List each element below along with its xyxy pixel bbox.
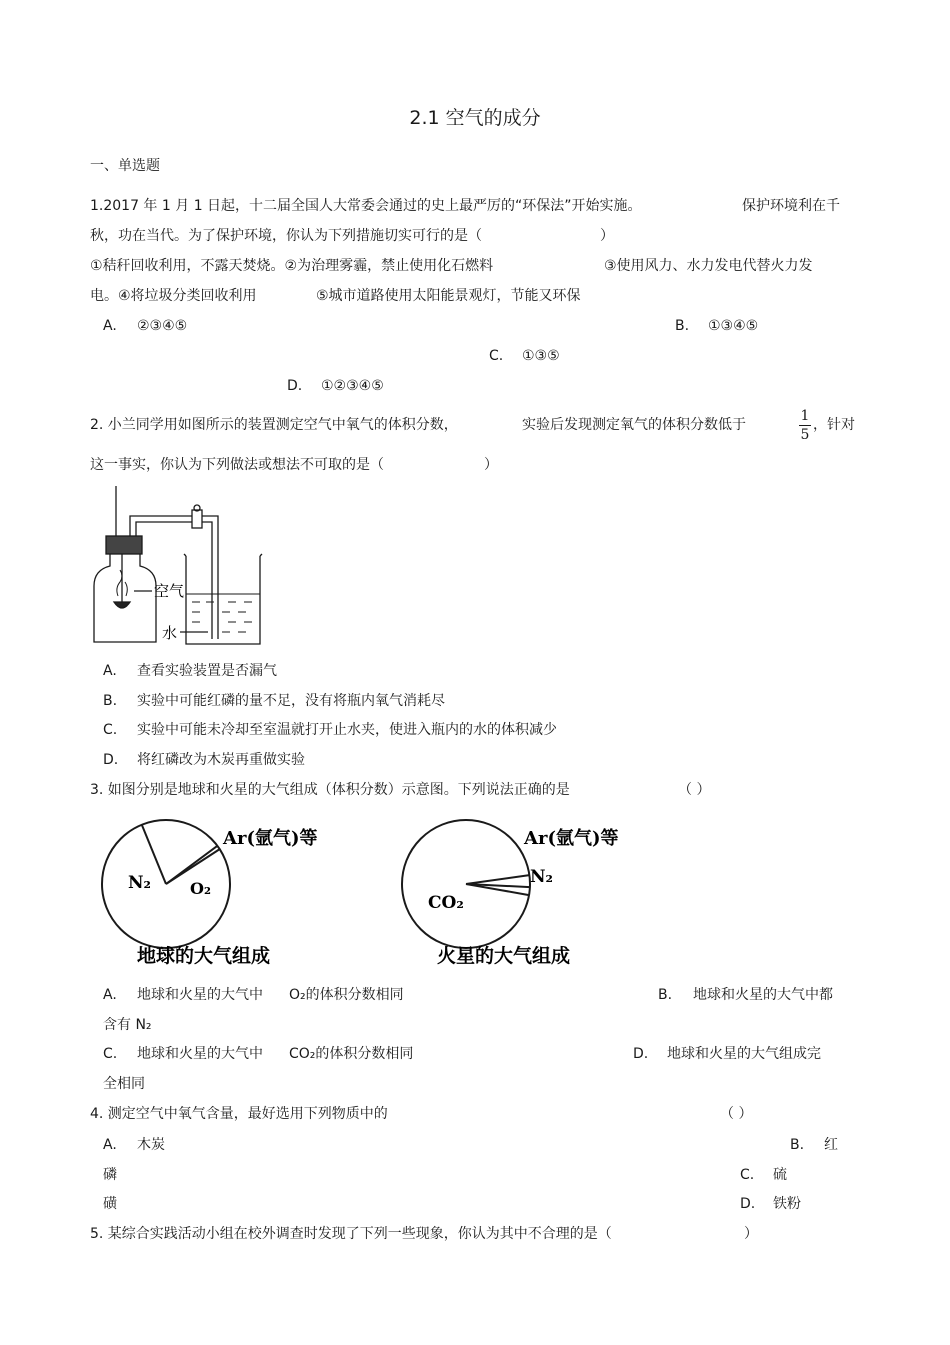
- beaker: [186, 556, 260, 644]
- q4-line1a: 4. 测定空气中氧气含量，最好选用下列物质中的: [90, 1106, 388, 1122]
- q1-line3b: ③使用风力、水力发电代替火力发: [604, 258, 813, 274]
- label-air: 空气: [154, 582, 185, 600]
- label-water: 水: [162, 624, 178, 642]
- mars-caption: 火星的大气组成: [437, 945, 571, 967]
- q2-line1c: ，针对: [813, 417, 855, 433]
- q1-line1b: 保护环境利在千: [742, 198, 840, 214]
- q2-option-a-letter[interactable]: A.: [103, 663, 117, 679]
- fraction-bar: [799, 425, 811, 426]
- q4-option-c-cont: 磺: [103, 1196, 117, 1212]
- q3-option-a-text: 地球和火星的大气中: [137, 987, 263, 1003]
- mars-label-ar: Ar(氩气)等: [524, 828, 619, 849]
- q3-option-c-letter[interactable]: C.: [103, 1046, 118, 1062]
- water: [186, 594, 260, 632]
- page-title: 2.1 空气的成分: [409, 107, 541, 129]
- q1-option-c-text: ①③⑤: [522, 348, 560, 364]
- q1-line4a: 电。④将垃圾分类回收利用: [90, 288, 257, 304]
- q1-line2a: 秋，功在当代。为了保护环境，你认为下列措施切实可行的是（: [90, 228, 482, 244]
- q2-line2b: ）: [484, 457, 498, 473]
- stopper: [106, 536, 142, 554]
- q1-line2b: ）: [600, 228, 614, 244]
- fraction-one-fifth: [797, 408, 813, 443]
- q1-option-c-letter[interactable]: C.: [489, 348, 504, 364]
- earth-pie-chart: [90, 812, 350, 974]
- mars-pie-chart: [390, 812, 650, 974]
- q5-line1b: ）: [744, 1226, 758, 1242]
- q4-option-a-text: 木炭: [137, 1137, 165, 1153]
- q3-option-d-letter[interactable]: D.: [633, 1046, 649, 1062]
- q3-option-b-text: 地球和火星的大气中都: [693, 987, 833, 1003]
- smoke: [117, 570, 122, 596]
- q5-line1a: 5. 某综合实践活动小组在校外调查时发现了下列一些现象，你认为其中不合理的是（: [90, 1226, 612, 1242]
- q2-line1a: 2. 小兰同学用如图所示的装置测定空气中氧气的体积分数，: [90, 417, 458, 433]
- q2-line2a: 这一事实，你认为下列做法或想法不可取的是（: [90, 457, 384, 473]
- q4-line1b: （ ）: [720, 1106, 753, 1122]
- q2-option-a-text: 查看实验装置是否漏气: [137, 663, 277, 679]
- q2-option-c-letter[interactable]: C.: [103, 722, 118, 738]
- q2-option-c-text: 实验中可能未冷却至室温就打开止水夹，使进入瓶内的水的体积减少: [137, 722, 557, 738]
- combustion-spoon: [114, 602, 130, 608]
- q3-option-c-text2: CO₂的体积分数相同: [289, 1046, 414, 1062]
- q4-option-d-letter[interactable]: D.: [740, 1196, 756, 1212]
- q3-option-d-cont: 全相同: [103, 1076, 145, 1092]
- q1-line3a: ①秸秆回收利用，不露天焚烧。②为治理雾霾，禁止使用化石燃料: [90, 258, 494, 274]
- q2-option-b-letter[interactable]: B.: [103, 693, 118, 709]
- smoke-2: [125, 582, 127, 596]
- q3-line1a: 3. 如图分别是地球和火星的大气组成（体积分数）示意图。下列说法正确的是: [90, 782, 570, 798]
- glass-tube: [130, 516, 218, 639]
- q2-line1b: 实验后发现测定氧气的体积分数低于: [522, 417, 746, 433]
- earth-label-n2: N₂: [128, 873, 151, 893]
- apparatus-figure: [88, 484, 268, 649]
- q3-option-c-text: 地球和火星的大气中: [137, 1046, 263, 1062]
- q2-option-d-text: 将红磷改为木炭再重做实验: [137, 752, 305, 768]
- section-heading: 一、单选题: [90, 158, 160, 174]
- q4-option-b-letter[interactable]: B.: [790, 1137, 805, 1153]
- earth-caption: 地球的大气组成: [137, 945, 271, 967]
- q1-option-a-text: ②③④⑤: [137, 318, 188, 334]
- mars-label-co2: CO₂: [428, 893, 464, 913]
- mars-label-n2: N₂: [530, 867, 553, 887]
- fraction-numerator: 1: [800, 408, 810, 424]
- q4-option-b-cont: 磷: [103, 1167, 117, 1183]
- q4-option-b-text: 红: [824, 1137, 838, 1153]
- flask-outline: [94, 554, 156, 642]
- q1-option-b-text: ①③④⑤: [708, 318, 759, 334]
- q2-option-d-letter[interactable]: D.: [103, 752, 119, 768]
- fraction-denominator: 5: [800, 427, 810, 443]
- q2-option-b-text: 实验中可能红磷的量不足，没有将瓶内氧气消耗尽: [137, 693, 445, 709]
- mars-slice-boundary-2: [466, 875, 529, 884]
- q3-option-d-text: 地球和火星的大气组成完: [667, 1046, 821, 1062]
- q3-option-b-letter[interactable]: B.: [658, 987, 673, 1003]
- q1-option-d-text: ①②③④⑤: [321, 378, 384, 394]
- q3-option-a-text2: O₂的体积分数相同: [289, 987, 404, 1003]
- q3-option-a-letter[interactable]: A.: [103, 987, 117, 1003]
- clamp: [192, 510, 202, 528]
- q1-option-a-letter[interactable]: A.: [103, 318, 117, 334]
- q1-option-b-letter[interactable]: B.: [675, 318, 690, 334]
- q4-option-c-text: 硫: [773, 1167, 787, 1183]
- q4-option-d-text: 铁粉: [773, 1196, 801, 1212]
- q1-line1a: 1.2017 年 1 月 1 日起，十二届全国人大常委会通过的史上最严厉的“环保法”开始实施。: [90, 198, 642, 214]
- q3-line1b: （ ）: [678, 782, 711, 798]
- q1-option-d-letter[interactable]: D.: [287, 378, 303, 394]
- q4-option-a-letter[interactable]: A.: [103, 1137, 117, 1153]
- q1-line4b: ⑤城市道路使用太阳能景观灯，节能又环保: [316, 288, 581, 304]
- earth-label-o2: O₂: [190, 879, 211, 898]
- earth-label-ar: Ar(氩气)等: [223, 828, 318, 849]
- q3-option-b-cont: 含有 N₂: [103, 1017, 152, 1033]
- q4-option-c-letter[interactable]: C.: [740, 1167, 755, 1183]
